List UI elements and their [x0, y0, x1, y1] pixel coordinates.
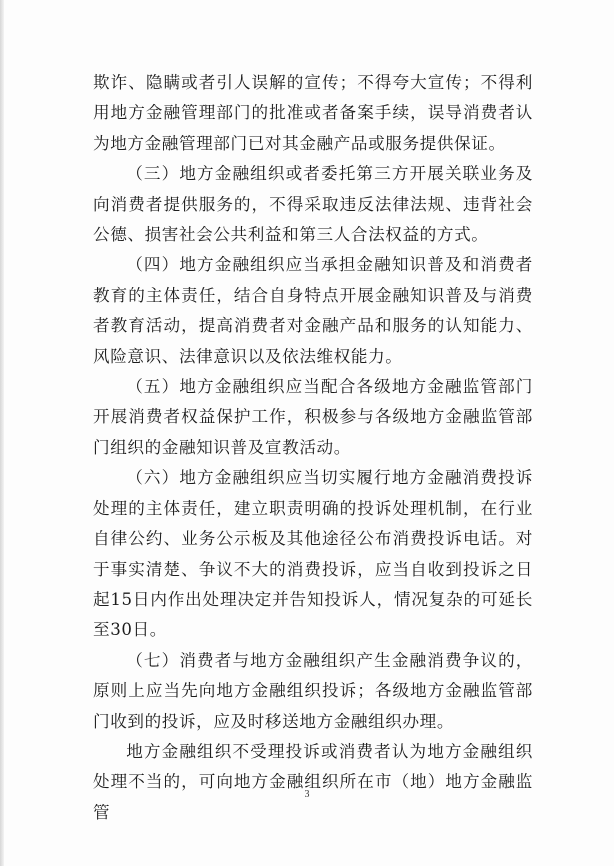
- page-edge-shadow: [0, 0, 4, 866]
- paragraph-item-7: （七）消费者与地方金融组织产生金融消费争议的，原则上应当先向地方金融组织投诉；各级地方金融监管部门收到的投诉，应及时移送地方金融组织办理。: [93, 650, 533, 731]
- paragraph-item-5: （五）地方金融组织应当配合各级地方金融监管部门开展消费者权益保护工作，积极参与各级地方金融监管部门组织的金融知识普及宣教活动。: [93, 377, 533, 457]
- paragraph-complaint-escalation: 地方金融组织不受理投诉或消费者认为地方金融组织处理不当的，可向地方金融组织所在市（地）地方金融监管: [93, 741, 533, 822]
- paragraph-continued: 欺诈、隐瞒或者引人误解的宣传；不得夸大宣传；不得利用地方金融管理部门的批准或者备案手续，误导消费者认为地方金融管理部门已对其金融产品或服务提供保证。: [93, 73, 533, 153]
- paragraph-item-4: （四）地方金融组织应当承担金融知识普及和消费者教育的主体责任，结合自身特点开展金融知识普及与消费者教育活动，提高消费者对金融产品和服务的认知能力、风险意识、法律意识以及依法维权能力。: [93, 255, 533, 366]
- paragraph-item-6: （六）地方金融组织应当切实履行地方金融消费投诉处理的主体责任，建立职责明确的投诉处理机制，在行业自律公约、业务公示板及其他途径公布消费投诉电话。对于事实清楚、争议不大的消费投诉，应当自收到投诉之日起15日内作出处理决定并告知投诉人，情况复杂的可延长至30日。: [93, 468, 533, 640]
- page-number: 3: [304, 789, 310, 800]
- document-body: [93, 68, 533, 828]
- paragraph-item-3: （三）地方金融组织或者委托第三方开展关联业务及向消费者提供服务的，不得采取违反法律法规、违背社会公德、损害社会公共利益和第三人合法权益的方式。: [93, 164, 533, 245]
